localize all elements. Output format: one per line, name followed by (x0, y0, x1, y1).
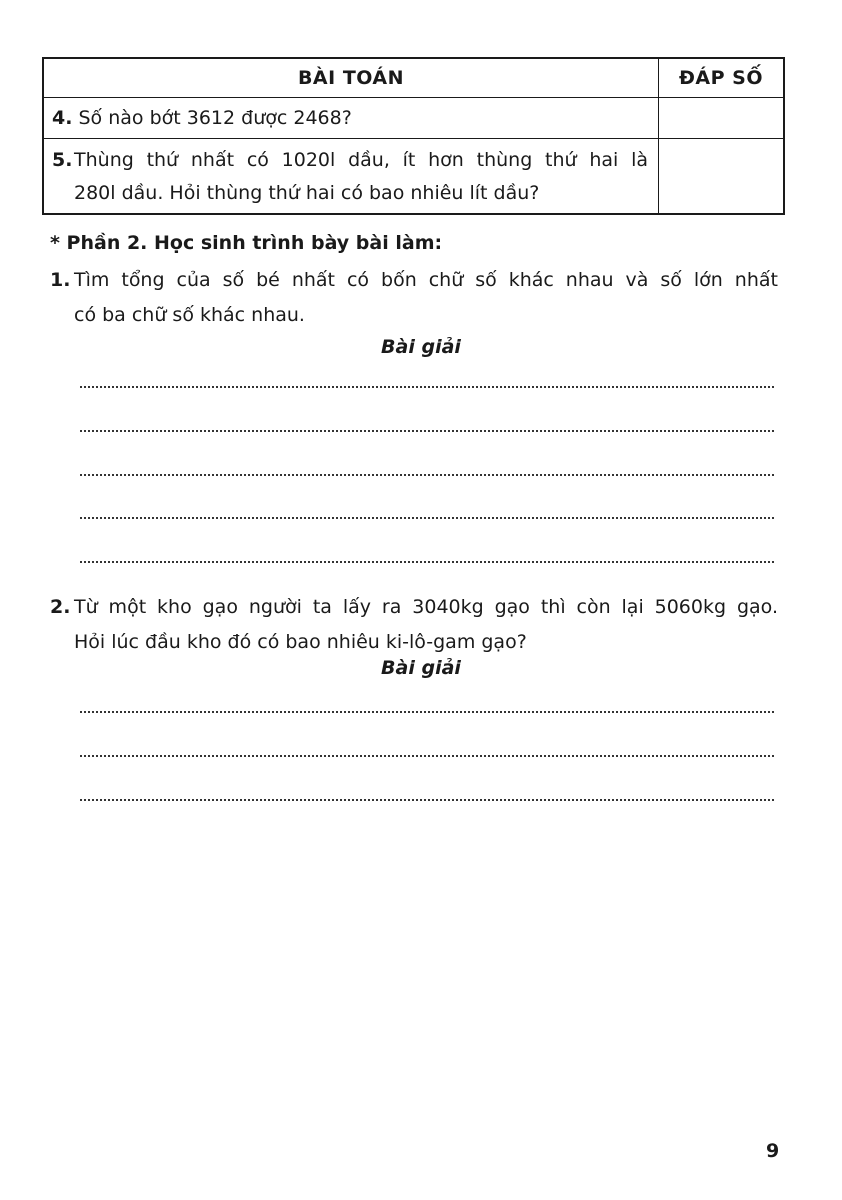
solution-heading-2: Bài giải (381, 657, 461, 679)
header-answer: ĐÁP SỐ (678, 67, 763, 89)
table-row (44, 98, 783, 139)
problem-text-line2: 280l dầu. Hỏi thùng thứ hai có bao nhiêu lít dầu? (74, 182, 540, 204)
answer-line[interactable] (80, 430, 774, 432)
problem-text: Số nào bớt 3612 được 2468? (78, 107, 352, 129)
problem-4 (44, 98, 659, 138)
answer-line[interactable] (80, 755, 774, 757)
part2-title: * Phần 2. Học sinh trình bày bài làm: (50, 232, 443, 254)
answer-line[interactable] (80, 386, 774, 388)
answer-line[interactable] (80, 799, 774, 801)
answer-line[interactable] (80, 711, 774, 713)
answer-line[interactable] (80, 517, 774, 519)
problem-number: 1. (50, 269, 71, 291)
problem-text-line1: Thùng thứ nhất có 1020l dầu, ít hơn thùng thứ hai là (74, 149, 648, 171)
problem-text-line1: Từ một kho gạo người ta lấy ra 3040kg gạo thì còn lại 5060kg gạo. (74, 596, 778, 618)
table-row (44, 139, 783, 213)
answer-cell-5[interactable] (659, 139, 783, 213)
problem-text-line2: có ba chữ số khác nhau. (74, 304, 305, 326)
problem-text-line2: Hỏi lúc đầu kho đó có bao nhiêu ki-lô-gam gạo? (74, 631, 527, 653)
answer-line[interactable] (80, 561, 774, 563)
problem-2 (50, 590, 778, 660)
answer-cell-4[interactable] (659, 98, 783, 138)
problem-text-line1: Tìm tổng của số bé nhất có bốn chữ số khác nhau và số lớn nhất (74, 269, 778, 291)
solution-heading-1: Bài giải (381, 336, 461, 358)
problem-5 (44, 139, 659, 213)
answer-line[interactable] (80, 474, 774, 476)
problem-number: 4. (52, 107, 73, 129)
page-number: 9 (766, 1140, 780, 1162)
problem-table (42, 57, 785, 215)
header-problem: BÀI TOÁN (44, 59, 659, 97)
table-header-row (44, 59, 783, 98)
problem-1 (50, 263, 778, 333)
problem-number: 5. (52, 149, 73, 171)
problem-number: 2. (50, 596, 71, 618)
